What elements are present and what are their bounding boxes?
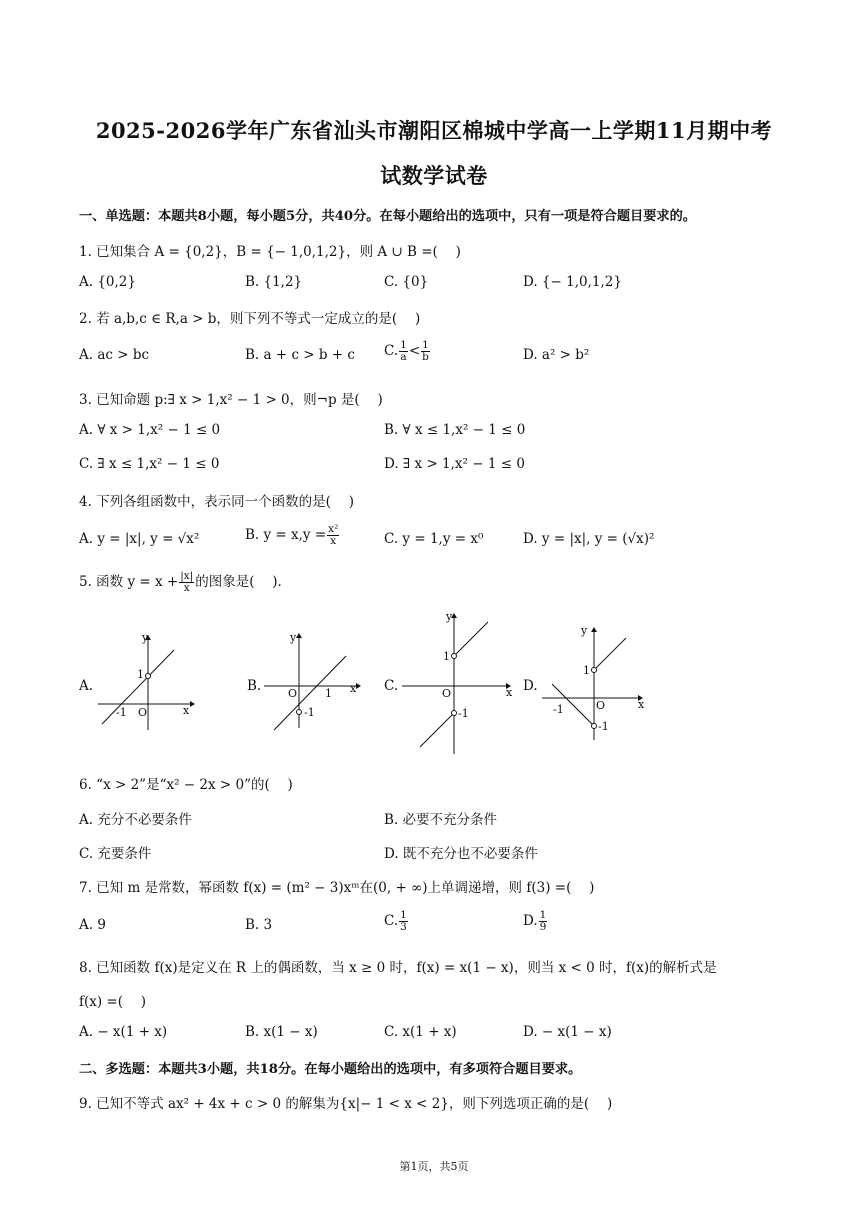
q5-c-origin: O — [442, 687, 452, 700]
q4-option-c: C. y = 1,y = x⁰ — [384, 531, 484, 547]
question-7-stem: 7. 已知 m 是常数，幂函数 f(x) = (m² − 3)xᵐ在(0, + ∞)上单调递增，则 f(3) =( ) — [79, 880, 595, 896]
q5-a-origin: O — [138, 706, 148, 719]
q1-option-c: C. {0} — [384, 274, 429, 290]
q1-option-b: B. {1,2} — [245, 274, 303, 290]
q7-option-d: D. $\frac{1}{9}$ — [523, 909, 547, 933]
q7-option-b: B. 3 — [245, 917, 273, 933]
q3-option-c: C. ∃ x ≤ 1,x² − 1 ≤ 0 — [79, 456, 220, 472]
q6-option-b: B. 必要不充分条件 — [384, 812, 498, 828]
q5-b-one: 1 — [325, 687, 332, 700]
q3-option-d: D. ∃ x > 1,x² − 1 ≤ 0 — [384, 456, 525, 472]
page-footer: 第1页，共5页 — [399, 1160, 469, 1173]
q5-d-neg-one: -1 — [553, 703, 564, 716]
q8-option-d: D. − x(1 − x) — [523, 1024, 612, 1040]
q4-option-a: A. y = |x|, y = √x² — [79, 531, 200, 547]
q6-option-c: C. 充要条件 — [79, 846, 152, 862]
q5-b-y-label: y — [290, 631, 297, 644]
q6-option-d: D. 既不充分也不必要条件 — [384, 846, 538, 862]
q5-c-one: 1 — [443, 650, 450, 663]
q5-b-origin: O — [288, 687, 298, 700]
q8-option-a: A. − x(1 + x) — [79, 1024, 168, 1040]
q5-d-x-label: x — [638, 698, 645, 711]
title-line-2: 试数学试卷 — [380, 163, 488, 188]
q5-d-neg-one-y: -1 — [598, 720, 609, 733]
q5-graph-c — [400, 608, 515, 754]
q2-option-c: C. $\frac{1}{a}$ < $\frac{1}{b}$ — [384, 339, 429, 363]
section-1-heading: 一、单选题：本题共8小题，每小题5分，共40分。在每小题给出的选项中，只有一项是符合题目要求的。 — [79, 209, 696, 224]
q1-option-d: D. {− 1,0,1,2} — [523, 274, 622, 290]
q2-option-b: B. a + c > b + c — [245, 347, 355, 363]
q4-option-d: D. y = |x|, y = (√x)² — [523, 531, 655, 547]
question-1-stem: 1. 已知集合 A = {0,2}，B = {− 1,0,1,2}，则 A ∪ B =( ) — [79, 244, 461, 260]
q5-d-y-label: y — [581, 624, 588, 637]
q1-option-a: A. {0,2} — [79, 274, 136, 290]
q5-a-one: 1 — [137, 668, 144, 681]
q7-option-a: A. 9 — [79, 917, 106, 933]
q8-option-c: C. x(1 + x) — [384, 1024, 457, 1040]
question-5-stem: 5. 函数 y = x + $\frac{|x|}{x}$ 的图象是( ). — [79, 570, 282, 594]
question-9-stem: 9. 已知不等式 ax² + 4x + c > 0 的解集为{x|− 1 < x < 2}，则下列选项正确的是( ) — [79, 1096, 613, 1112]
q3-option-a: A. ∀ x > 1,x² − 1 ≤ 0 — [79, 422, 221, 438]
question-8-stem: 8. 已知函数 f(x)是定义在 R 上的偶函数，当 x ≥ 0 时，f(x) = x(1 − x)，则当 x < 0 时，f(x)的解析式是 — [79, 960, 717, 976]
q5-c-y-label: y — [446, 610, 453, 623]
q5-a-neg-one: -1 — [116, 706, 127, 719]
q5-a-x-label: x — [183, 704, 190, 717]
q7-option-c: C. $\frac{1}{3}$ — [384, 909, 407, 933]
q3-option-b: B. ∀ x ≤ 1,x² − 1 ≤ 0 — [384, 422, 526, 438]
q5-b-neg-one: -1 — [304, 706, 315, 719]
q6-option-a: A. 充分不必要条件 — [79, 812, 192, 828]
q5-graph-d-label: D. — [523, 678, 538, 694]
q5-graph-b — [262, 630, 362, 730]
question-6-stem: 6. “x > 2”是“x² − 2x > 0”的( ) — [79, 777, 293, 793]
q5-graph-b-label: B. — [247, 678, 262, 694]
q2-option-a: A. ac > bc — [79, 347, 150, 363]
q5-d-one: 1 — [583, 664, 590, 677]
q8-option-b: B. x(1 − x) — [245, 1024, 318, 1040]
section-2-heading: 二、多选题：本题共3小题，共18分。在每小题给出的选项中，有多项符合题目要求。 — [79, 1062, 582, 1077]
question-8-stem-cont: f(x) =( ) — [79, 994, 147, 1010]
q5-graph-c-label: C. — [384, 678, 399, 694]
q5-a-y-label: y — [142, 631, 149, 644]
q5-graph-a-label: A. — [79, 678, 94, 694]
question-2-stem: 2. 若 a,b,c ∈ R,a > b，则下列不等式一定成立的是( ) — [79, 311, 421, 327]
q5-c-x-label: x — [506, 686, 513, 699]
question-4-stem: 4. 下列各组函数中，表示同一个函数的是( ) — [79, 494, 354, 510]
title-line-1: 2025-2026学年广东省汕头市潮阳区棉城中学高一上学期11月期中考 — [95, 118, 773, 143]
q2-option-d: D. a² > b² — [523, 347, 590, 363]
q5-d-origin: O — [596, 699, 606, 712]
q5-graph-a — [96, 632, 196, 732]
q5-b-x-label: x — [350, 682, 357, 695]
q5-c-neg-one: -1 — [458, 707, 469, 720]
q4-option-b: B. y = x,y = $\frac{\text{x²}}{x}$ — [245, 523, 339, 547]
q5-graph-d — [540, 620, 650, 740]
question-3-stem: 3. 已知命题 p:∃ x > 1,x² − 1 > 0，则¬p 是( ) — [79, 392, 383, 408]
